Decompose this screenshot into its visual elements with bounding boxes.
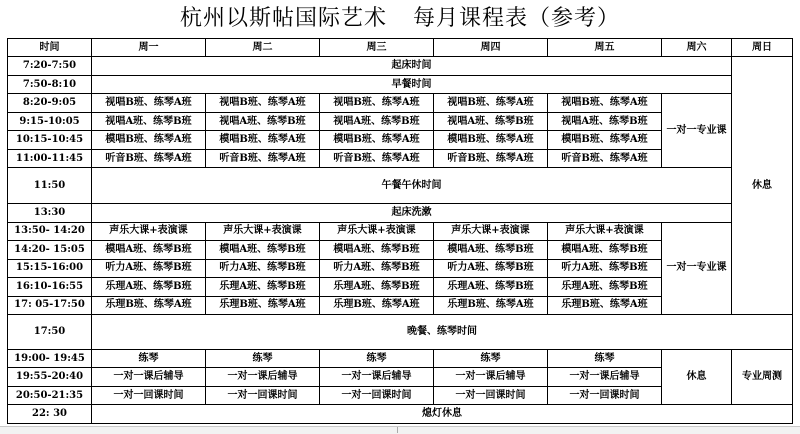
time-cell: 13:30: [8, 204, 92, 222]
class-cell: 乐理A班、练琴B班: [434, 278, 548, 296]
class-cell: 听音B班、练琴A班: [92, 149, 206, 167]
time-cell: 9:15-10:05: [8, 112, 92, 130]
class-cell: 乐理B班、练琴A班: [320, 296, 434, 314]
title-sub: 每月课程表（参考）: [413, 6, 621, 31]
time-cell: 11:50: [8, 168, 92, 204]
class-cell: 模唱B班、练琴A班: [320, 131, 434, 149]
sunday-evening-cell: 专业周测: [732, 349, 793, 404]
class-cell: 一对一回课时间: [206, 386, 320, 404]
class-cell: 听力A班、练琴B班: [320, 259, 434, 277]
time-cell: 14:20- 15:05: [8, 241, 92, 259]
class-cell: 模唱B班、练琴A班: [548, 131, 662, 149]
breakfast-cell: 早餐时间: [92, 75, 732, 93]
class-cell: 模唱A班、练琴B班: [320, 241, 434, 259]
schedule-table: [7, 38, 793, 424]
time-cell: 13:50- 14:20: [8, 222, 92, 240]
class-cell: 视唱A班、练琴B班: [548, 112, 662, 130]
class-cell: 视唱A班、练琴B班: [92, 112, 206, 130]
lights-out-cell: 熄灯休息: [92, 405, 793, 424]
wake-up-cell: 起床时间: [92, 57, 732, 75]
class-cell: 模唱B班、练琴A班: [434, 131, 548, 149]
class-cell: 听音B班、练琴A班: [320, 149, 434, 167]
time-cell: 10:15-10:45: [8, 131, 92, 149]
time-cell: 7:50-8:10: [8, 75, 92, 93]
dinner-cell: 晚餐、练琴时间: [92, 315, 793, 350]
time-cell: 20:50-21:35: [8, 386, 92, 404]
class-cell: 听力A班、练琴B班: [548, 259, 662, 277]
saturday-afternoon-cell: 一对一专业课: [662, 222, 732, 314]
class-cell: 声乐大课+表演课: [434, 222, 548, 240]
class-cell: 声乐大课+表演课: [548, 222, 662, 240]
class-cell: 听音B班、练琴A班: [434, 149, 548, 167]
class-cell: 模唱B班、练琴A班: [206, 131, 320, 149]
class-cell: 一对一课后辅导: [320, 368, 434, 386]
class-cell: 一对一回课时间: [320, 386, 434, 404]
class-cell: 乐理A班、练琴B班: [320, 278, 434, 296]
table-row: [8, 204, 793, 222]
wash-up-cell: 起床洗漱: [92, 204, 732, 222]
table-row: [8, 222, 793, 240]
class-cell: 一对一课后辅导: [434, 368, 548, 386]
class-cell: 乐理B班、练琴A班: [548, 296, 662, 314]
class-cell: 一对一回课时间: [434, 386, 548, 404]
header-time: 时间: [8, 39, 92, 57]
class-cell: 乐理A班、练琴B班: [92, 278, 206, 296]
class-cell: 乐理B班、练琴A班: [92, 296, 206, 314]
time-cell: 19:00- 19:45: [8, 349, 92, 367]
class-cell: 视唱B班、练琴A班: [548, 94, 662, 112]
table-row: [8, 94, 793, 112]
title-main: 杭州以斯帖国际艺术: [179, 6, 387, 31]
time-cell: 17:50: [8, 315, 92, 350]
table-row: [8, 75, 793, 93]
header-row: [8, 39, 793, 57]
table-row: [8, 168, 793, 204]
class-cell: 一对一回课时间: [548, 386, 662, 404]
table-row: [8, 315, 793, 350]
class-cell: 练琴: [92, 349, 206, 367]
class-cell: 模唱A班、练琴B班: [92, 241, 206, 259]
class-cell: 听力A班、练琴B班: [92, 259, 206, 277]
class-cell: 乐理B班、练琴A班: [206, 296, 320, 314]
class-cell: 一对一课后辅导: [92, 368, 206, 386]
header-tue: 周二: [206, 39, 320, 57]
time-cell: 11:00-11:45: [8, 149, 92, 167]
class-cell: 视唱B班、练琴A班: [206, 94, 320, 112]
class-cell: 乐理A班、练琴B班: [548, 278, 662, 296]
class-cell: 乐理A班、练琴B班: [206, 278, 320, 296]
class-cell: 模唱A班、练琴B班: [548, 241, 662, 259]
lunch-cell: 午餐午休时间: [92, 168, 732, 204]
class-cell: 练琴: [548, 349, 662, 367]
page-title: [0, 0, 800, 38]
saturday-morning-cell: 一对一专业课: [662, 94, 732, 168]
table-row: [8, 349, 793, 367]
class-cell: 视唱B班、练琴A班: [434, 94, 548, 112]
class-cell: 视唱A班、练琴B班: [206, 112, 320, 130]
class-cell: 模唱A班、练琴B班: [206, 241, 320, 259]
class-cell: 声乐大课+表演课: [206, 222, 320, 240]
class-cell: 声乐大课+表演课: [92, 222, 206, 240]
class-cell: 视唱B班、练琴A班: [92, 94, 206, 112]
sunday-rest-cell: 休息: [732, 57, 793, 315]
class-cell: 视唱A班、练琴B班: [320, 112, 434, 130]
class-cell: 一对一课后辅导: [548, 368, 662, 386]
class-cell: 练琴: [320, 349, 434, 367]
time-cell: 7:20-7:50: [8, 57, 92, 75]
class-cell: 模唱A班、练琴B班: [434, 241, 548, 259]
header-sat: 周六: [662, 39, 732, 57]
time-cell: 8:20-9:05: [8, 94, 92, 112]
table-row: [8, 405, 793, 424]
header-mon: 周一: [92, 39, 206, 57]
class-cell: 视唱A班、练琴B班: [434, 112, 548, 130]
class-cell: 一对一课后辅导: [206, 368, 320, 386]
table-row: [8, 57, 793, 75]
time-cell: 22: 30: [8, 405, 92, 424]
sheet-edge-tick: [397, 427, 398, 433]
class-cell: 一对一回课时间: [92, 386, 206, 404]
time-cell: 16:10-16:55: [8, 278, 92, 296]
time-cell: 17: 05-17:50: [8, 296, 92, 314]
class-cell: 声乐大课+表演课: [320, 222, 434, 240]
header-wed: 周三: [320, 39, 434, 57]
class-cell: 乐理B班、练琴A班: [434, 296, 548, 314]
saturday-evening-cell: 休息: [662, 349, 732, 404]
class-cell: 视唱B班、练琴A班: [320, 94, 434, 112]
class-cell: 练琴: [434, 349, 548, 367]
header-fri: 周五: [548, 39, 662, 57]
time-cell: 15:15-16:00: [8, 259, 92, 277]
header-sun: 周日: [732, 39, 793, 57]
time-cell: 19:55-20:40: [8, 368, 92, 386]
class-cell: 模唱B班、练琴A班: [92, 131, 206, 149]
class-cell: 听音B班、练琴A班: [548, 149, 662, 167]
class-cell: 听力A班、练琴B班: [434, 259, 548, 277]
class-cell: 练琴: [206, 349, 320, 367]
header-thu: 周四: [434, 39, 548, 57]
class-cell: 听力A班、练琴B班: [206, 259, 320, 277]
class-cell: 听音B班、练琴A班: [206, 149, 320, 167]
